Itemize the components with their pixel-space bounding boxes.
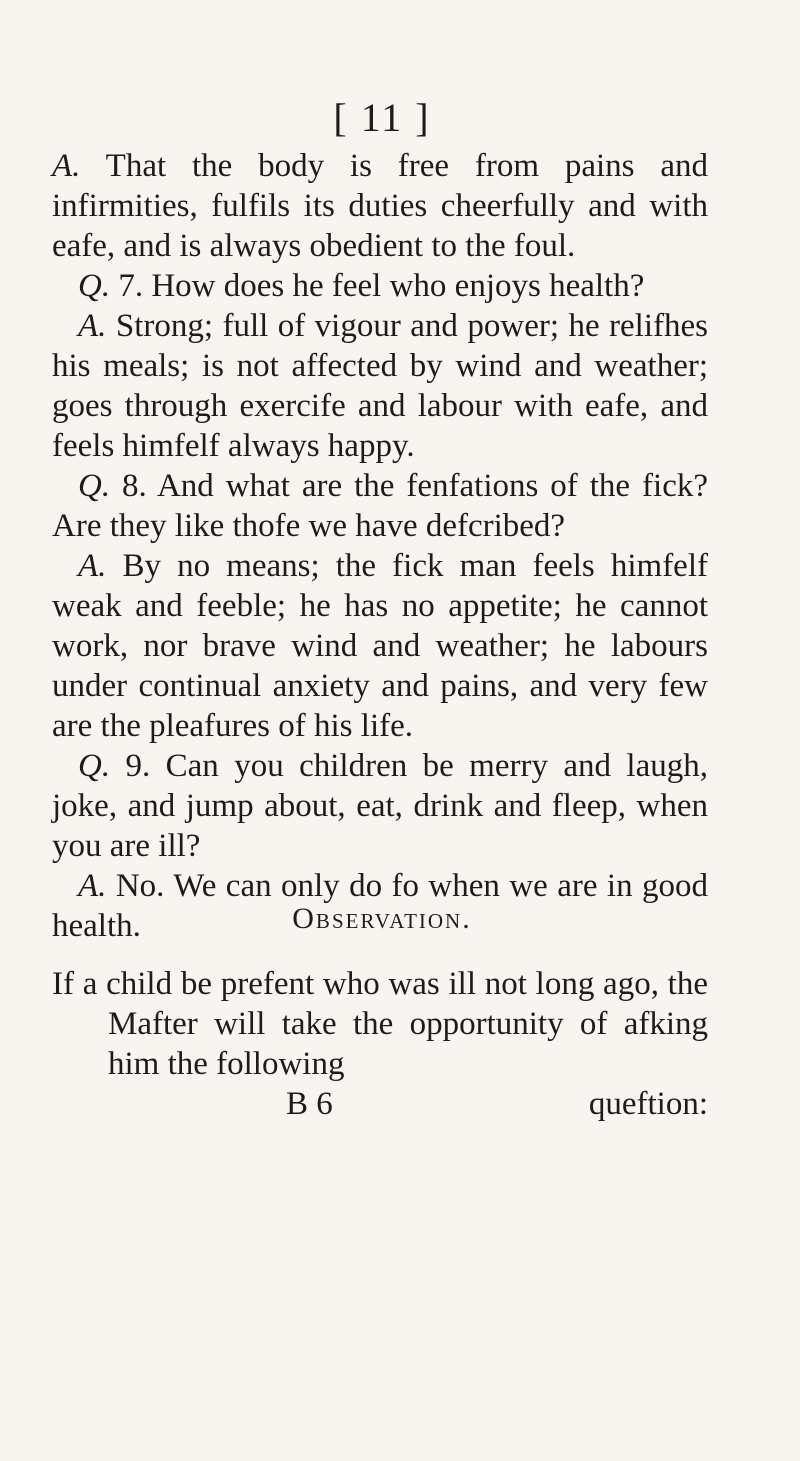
question-mark: Q.	[78, 748, 111, 784]
catchword: queftion:	[588, 1086, 708, 1122]
signature-mark: B 6	[286, 1086, 333, 1122]
question-paragraph	[52, 266, 708, 306]
section-heading: Observation.	[292, 902, 472, 935]
answer-mark: A.	[78, 548, 107, 584]
question-paragraph	[52, 746, 708, 866]
paragraph-text: 8. And what are the fenfations of the fick? Are they like thofe we have defcribed?	[52, 468, 708, 544]
paragraph-text: 7. How does he feel who enjoys health?	[110, 268, 645, 304]
page-footer	[52, 1084, 708, 1124]
answer-mark: A.	[78, 868, 107, 904]
answer-mark: A.	[78, 308, 107, 344]
question-mark: Q.	[78, 468, 111, 504]
paragraph-text: That the body is free from pains and infirmities, fulfils its duties cheerfully and with eafe, and is always obedient to the foul.	[52, 148, 708, 264]
observation-text: If a child be prefent who was ill not long ago, the Mafter will take the opportunity of afking him the following	[52, 966, 708, 1082]
book-page	[52, 0, 712, 1461]
paragraph-text: No. We can only do fo when we are in good health.	[52, 868, 708, 944]
answer-paragraph	[52, 306, 708, 466]
answer-mark: A.	[52, 148, 81, 184]
page-number: [ 11 ]	[333, 95, 431, 140]
observation-block	[52, 964, 708, 1084]
question-mark: Q.	[78, 268, 111, 304]
answer-paragraph	[52, 546, 708, 746]
question-paragraph	[52, 466, 708, 546]
paragraph-text: Strong; full of vigour and power; he relifhes his meals; is not affected by wind and weather; goes through exercife and labour with eafe, and feels himfelf always happy.	[52, 308, 708, 464]
main-text	[52, 146, 708, 946]
paragraph-text: By no means; the fick man feels himfelf weak and feeble; he has no appetite; he cannot work, nor brave wind and weather; he labours under continual anxiety and pains, and very few are the pleafures of his life.	[52, 548, 708, 744]
answer-paragraph	[52, 146, 708, 266]
paragraph-text: 9. Can you children be merry and laugh, joke, and jump about, eat, drink and fleep, when you are ill?	[52, 748, 708, 864]
